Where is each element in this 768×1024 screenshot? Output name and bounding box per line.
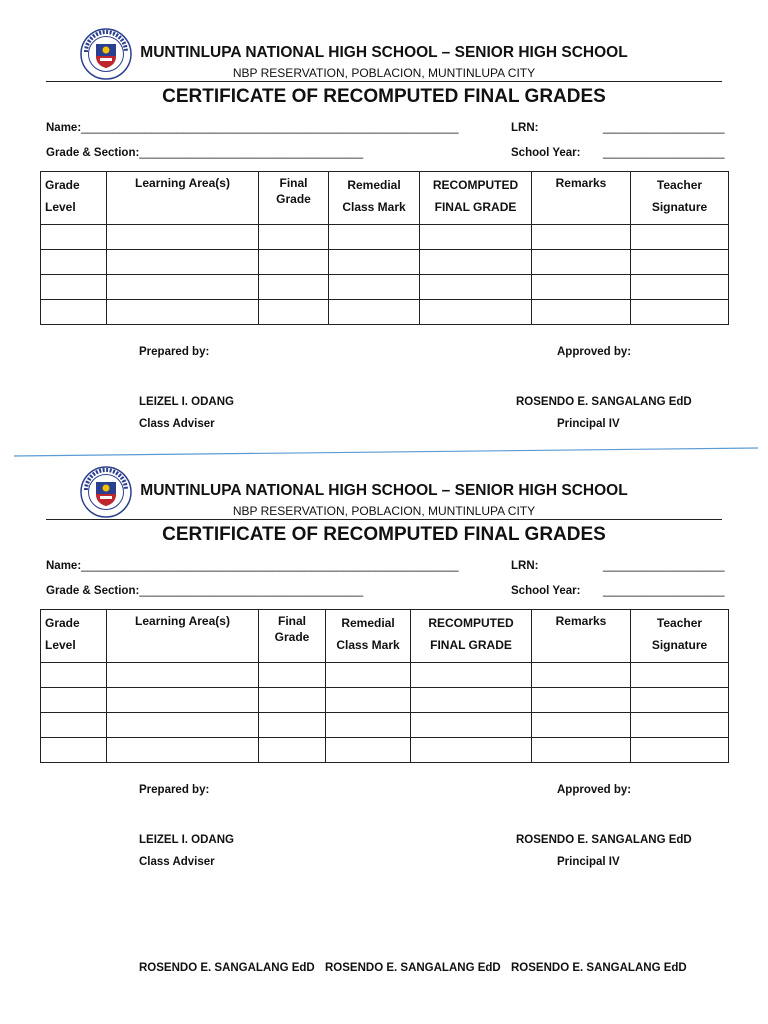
certificate-title: CERTIFICATE OF RECOMPUTED FINAL GRADES bbox=[162, 524, 606, 545]
table-row bbox=[41, 275, 729, 300]
lrn-label: LRN: bbox=[511, 560, 539, 572]
col-remedial: Remedial Class Mark bbox=[329, 172, 420, 225]
principal-title: Principal IV bbox=[557, 418, 620, 430]
name-field bbox=[46, 560, 459, 572]
school-name: MUNTINLUPA NATIONAL HIGH SCHOOL – SENIOR HIGH SCHOOL bbox=[140, 44, 628, 61]
lrn-blank: ___________________ bbox=[603, 122, 725, 134]
grade-section-field bbox=[46, 585, 363, 597]
table-header-row bbox=[41, 172, 729, 225]
table-row bbox=[41, 225, 729, 250]
col-remarks: Remarks bbox=[532, 610, 631, 663]
table-row bbox=[41, 738, 729, 763]
col-final-grade: Final Grade bbox=[259, 172, 329, 225]
school-year-label: School Year: bbox=[511, 585, 581, 597]
approved-by-label: Approved by: bbox=[557, 784, 632, 796]
footer-name-1: ROSENDO E. SANGALANG EdD bbox=[139, 962, 315, 974]
col-recomputed: RECOMPUTED FINAL GRADE bbox=[420, 172, 532, 225]
school-year-label: School Year: bbox=[511, 147, 581, 159]
lrn-label: LRN: bbox=[511, 122, 539, 134]
header-rule bbox=[46, 519, 722, 520]
col-remarks: Remarks bbox=[532, 172, 631, 225]
grade-section-blank: ___________________________________ bbox=[139, 147, 364, 159]
name-label: Name: bbox=[46, 122, 82, 134]
col-teacher-signature: Teacher Signature bbox=[631, 610, 729, 663]
table-header-row bbox=[41, 610, 729, 663]
adviser-name: LEIZEL I. ODANG bbox=[139, 834, 234, 846]
grades-table bbox=[40, 609, 729, 763]
table-row bbox=[41, 250, 729, 275]
footer-name-2: ROSENDO E. SANGALANG EdD bbox=[325, 962, 501, 974]
grade-section-blank: ___________________________________ bbox=[139, 585, 364, 597]
table-row bbox=[41, 688, 729, 713]
col-teacher-signature: Teacher Signature bbox=[631, 172, 729, 225]
lrn-blank: ___________________ bbox=[603, 560, 725, 572]
name-label: Name: bbox=[46, 560, 82, 572]
col-learning-area: Learning Area(s) bbox=[107, 172, 259, 225]
table-row bbox=[41, 300, 729, 325]
grade-section-label: Grade & Section: bbox=[46, 585, 140, 597]
certificate-title: CERTIFICATE OF RECOMPUTED FINAL GRADES bbox=[162, 86, 606, 107]
grades-table bbox=[40, 171, 729, 325]
footer-name-3: ROSENDO E. SANGALANG EdD bbox=[511, 962, 687, 974]
col-grade-level: Grade Level bbox=[41, 610, 107, 663]
principal-title: Principal IV bbox=[557, 856, 620, 868]
col-recomputed: RECOMPUTED FINAL GRADE bbox=[411, 610, 532, 663]
table-row bbox=[41, 713, 729, 738]
school-year-blank: ___________________ bbox=[603, 147, 725, 159]
grade-section-label: Grade & Section: bbox=[46, 147, 140, 159]
table-row bbox=[41, 663, 729, 688]
grade-section-field bbox=[46, 147, 363, 159]
name-blank: ___________________________________________________________ bbox=[81, 560, 459, 572]
approved-by-label: Approved by: bbox=[557, 346, 632, 358]
school-address: NBP RESERVATION, POBLACION, MUNTINLUPA CITY bbox=[232, 66, 536, 80]
col-final-grade: Final Grade bbox=[259, 610, 326, 663]
adviser-name: LEIZEL I. ODANG bbox=[139, 396, 234, 408]
col-learning-area: Learning Area(s) bbox=[107, 610, 259, 663]
name-field bbox=[46, 122, 459, 134]
principal-name: ROSENDO E. SANGALANG EdD bbox=[516, 834, 692, 846]
prepared-by-label: Prepared by: bbox=[139, 346, 210, 358]
school-year-blank: ___________________ bbox=[603, 585, 725, 597]
principal-name: ROSENDO E. SANGALANG EdD bbox=[516, 396, 692, 408]
adviser-title: Class Adviser bbox=[139, 856, 215, 868]
name-blank: ___________________________________________________________ bbox=[81, 122, 459, 134]
col-grade-level: Grade Level bbox=[41, 172, 107, 225]
school-name: MUNTINLUPA NATIONAL HIGH SCHOOL – SENIOR HIGH SCHOOL bbox=[140, 482, 628, 499]
col-remedial: Remedial Class Mark bbox=[326, 610, 411, 663]
adviser-title: Class Adviser bbox=[139, 418, 215, 430]
cut-line-divider bbox=[14, 446, 758, 458]
header-rule bbox=[46, 81, 722, 82]
prepared-by-label: Prepared by: bbox=[139, 784, 210, 796]
school-address: NBP RESERVATION, POBLACION, MUNTINLUPA CITY bbox=[232, 504, 536, 518]
